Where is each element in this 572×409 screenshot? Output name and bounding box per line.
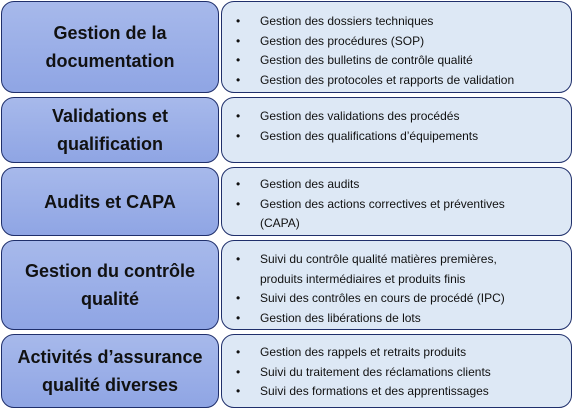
item-text: Gestion des bulletins de contrôle qualité [260, 53, 473, 67]
list-item [236, 51, 565, 71]
bullet-icon: • [236, 177, 241, 191]
item-text: Gestion des actions correctives et préventives (CAPA) [260, 196, 505, 230]
list-item [236, 382, 565, 402]
item-text: Suivi des contrôles en cours de procédé (IPC) [260, 291, 505, 305]
details-box [221, 167, 572, 236]
category-box [1, 97, 219, 163]
bullet-icon: • [236, 384, 241, 398]
category-box [1, 334, 219, 408]
item-text: Suivi du contrôle qualité matières premières, produits intermédiaires et produits finis [260, 252, 497, 286]
bullet-icon: • [236, 53, 241, 67]
list-item [236, 250, 565, 289]
item-text: Gestion des qualifications d’équipements [260, 128, 479, 143]
item-text: Gestion des audits [260, 177, 360, 191]
bullet-icon: • [236, 310, 241, 325]
list-item [236, 32, 565, 52]
detail-list [236, 175, 565, 234]
list-item [236, 363, 565, 383]
item-text: Suivi du traitement des réclamations clients [260, 364, 491, 379]
list-item [236, 195, 565, 234]
item-text: Gestion des validations des procédés [260, 109, 460, 123]
bullet-icon: • [236, 33, 241, 48]
list-item [236, 12, 565, 32]
bullet-icon: • [236, 128, 241, 143]
item-text: Suivi des formations et des apprentissages [260, 384, 489, 398]
item-text: Gestion des libérations de lots [260, 310, 421, 325]
bullet-icon: • [236, 345, 241, 359]
item-text: Gestion des procédures (SOP) [260, 33, 425, 48]
list-item [236, 127, 565, 147]
category-box [1, 1, 219, 93]
item-text: Gestion des dossiers techniques [260, 14, 434, 28]
bullet-icon: • [236, 14, 241, 28]
detail-list [236, 343, 565, 402]
list-item [236, 71, 565, 91]
category-label: Activités d’assurance qualité diverses [17, 347, 203, 395]
detail-list [236, 107, 565, 146]
item-text: Gestion des rappels et retraits produits [260, 345, 467, 359]
details-box [221, 334, 572, 408]
list-item [236, 107, 565, 127]
category-box [1, 240, 219, 330]
row-assurance-qualite [0, 334, 572, 408]
list-item [236, 175, 565, 195]
list-item [236, 309, 565, 329]
bullet-icon: • [236, 196, 241, 211]
bullet-icon: • [236, 72, 241, 87]
category-label: Gestion du contrôle qualité [24, 261, 195, 309]
row-controle-qualite [0, 240, 572, 330]
row-documentation [0, 1, 572, 93]
detail-list [236, 250, 565, 328]
details-box [221, 240, 572, 330]
details-box [221, 97, 572, 163]
category-label: Gestion de la documentation [45, 23, 175, 71]
list-item [236, 289, 565, 309]
bullet-icon: • [236, 252, 241, 266]
bullet-icon: • [236, 109, 241, 123]
bullet-icon: • [236, 291, 241, 305]
detail-list [236, 12, 565, 90]
category-label: Validations et qualification [51, 106, 169, 154]
list-item [236, 343, 565, 363]
category-label: Audits et CAPA [44, 191, 176, 212]
bullet-icon: • [236, 364, 241, 379]
item-text: Gestion des protocoles et rapports de validation [260, 72, 515, 87]
row-validations [0, 97, 572, 163]
row-audits [0, 167, 572, 236]
details-box [221, 1, 572, 93]
category-box [1, 167, 219, 236]
